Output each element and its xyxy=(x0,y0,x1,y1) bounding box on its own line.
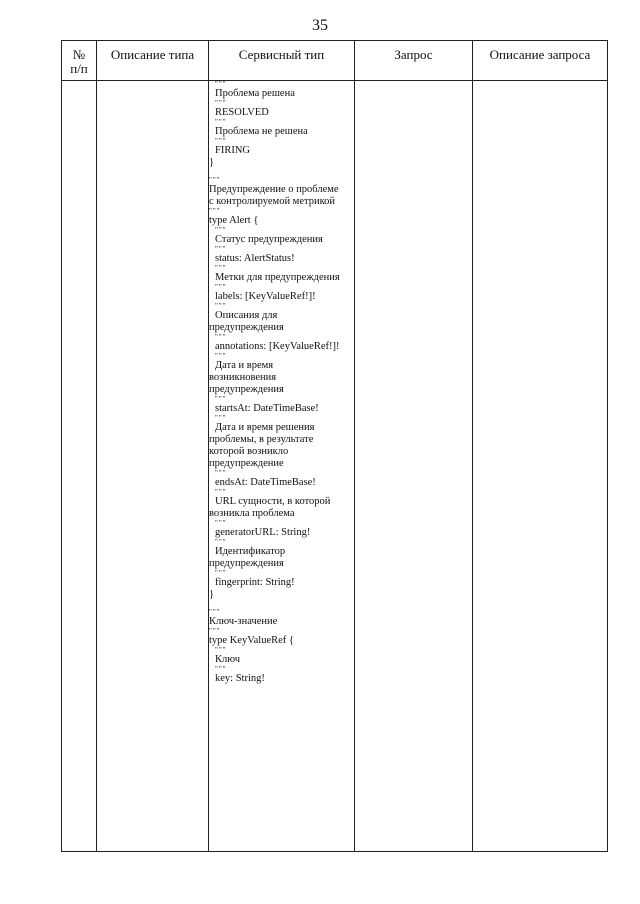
code-line: Статус предупреждения xyxy=(215,234,323,245)
code-line: """ xyxy=(209,176,221,184)
code-line: """ xyxy=(215,352,227,360)
code-line: предупреждения xyxy=(209,558,284,569)
code-line: RESOLVED xyxy=(215,107,269,118)
header-number xyxy=(62,41,97,81)
code-line: возникновения xyxy=(209,372,277,383)
header-service-type: Сервисный тип xyxy=(209,41,355,81)
cell-service-type xyxy=(209,81,355,852)
code-line: endsAt: DateTimeBase! xyxy=(215,477,316,488)
code-line: type KeyValueRef { xyxy=(209,635,294,646)
page-number: 35 xyxy=(312,17,328,34)
code-line: type Alert { xyxy=(209,215,259,226)
code-line: проблемы, в результате xyxy=(209,434,314,445)
code-line: fingerprint: String! xyxy=(215,577,295,588)
header-request: Запрос xyxy=(355,41,473,81)
code-line: """ xyxy=(215,646,227,654)
table-row xyxy=(62,81,608,852)
cell-request xyxy=(355,81,473,852)
code-line: предупреждение xyxy=(209,458,284,469)
code-line: """ xyxy=(209,627,221,635)
code-line: labels: [KeyValueRef!]! xyxy=(215,291,316,302)
cell-type-description xyxy=(97,81,209,852)
code-line: """ xyxy=(215,226,227,234)
code-line: предупреждения xyxy=(209,384,284,395)
code-line: Ключ-значение xyxy=(209,616,278,627)
code-line: annotations: [KeyValueRef!]! xyxy=(215,341,340,352)
code-line: } xyxy=(209,157,215,168)
code-line: startsAt: DateTimeBase! xyxy=(215,403,319,414)
code-line: key: String! xyxy=(215,673,265,684)
code-line: """ xyxy=(215,519,227,527)
code-line: """ xyxy=(215,395,227,403)
specification-table xyxy=(61,40,608,852)
code-line: """ xyxy=(215,137,227,145)
code-line: с контролируемой метрикой xyxy=(209,196,336,207)
code-line: возникла проблема xyxy=(209,508,295,519)
code-line: Проблема не решена xyxy=(215,126,308,137)
code-line: """ xyxy=(215,264,227,272)
code-line: """ xyxy=(215,302,227,310)
code-line: """ xyxy=(215,488,227,496)
code-line: """ xyxy=(215,283,227,291)
code-line: """ xyxy=(215,414,227,422)
code-line: URL сущности, в которой xyxy=(215,496,331,507)
code-line: status: AlertStatus! xyxy=(215,253,295,264)
code-line: предупреждения xyxy=(209,322,284,333)
code-line: FIRING xyxy=(215,145,251,156)
code-line: """ xyxy=(215,245,227,253)
cell-request-description xyxy=(473,81,608,852)
code-line: """ xyxy=(215,333,227,341)
code-line: """ xyxy=(215,538,227,546)
code-line: """ xyxy=(215,118,227,126)
code-line: Метки для предупреждения xyxy=(215,272,340,283)
code-line: """ xyxy=(215,99,227,107)
code-line: Идентификатор xyxy=(215,546,286,557)
header-type-description: Описание типа xyxy=(97,41,209,81)
code-line: } xyxy=(209,589,215,600)
header-number-line1: № xyxy=(72,47,86,62)
code-line: """ xyxy=(215,469,227,477)
code-line: которой возникло xyxy=(209,446,289,457)
code-line: Дата и время xyxy=(215,360,274,371)
cell-number xyxy=(62,81,97,852)
code-line: """ xyxy=(209,608,221,616)
code-line: """ xyxy=(209,207,221,215)
code-line: """ xyxy=(215,665,227,673)
code-line: """ xyxy=(215,569,227,577)
code-line: """ xyxy=(215,80,227,88)
code-line: Проблема решена xyxy=(215,88,295,99)
code-line: Предупреждение о проблеме xyxy=(209,184,339,195)
table-header-row xyxy=(62,41,608,81)
header-request-description: Описание запроса xyxy=(473,41,608,81)
code-line: Дата и время решения xyxy=(215,422,315,433)
code-line: Ключ xyxy=(215,654,240,665)
code-line: Описания для xyxy=(215,310,278,321)
header-number-line2: п/п xyxy=(70,61,88,76)
code-line: generatorURL: String! xyxy=(215,527,311,538)
